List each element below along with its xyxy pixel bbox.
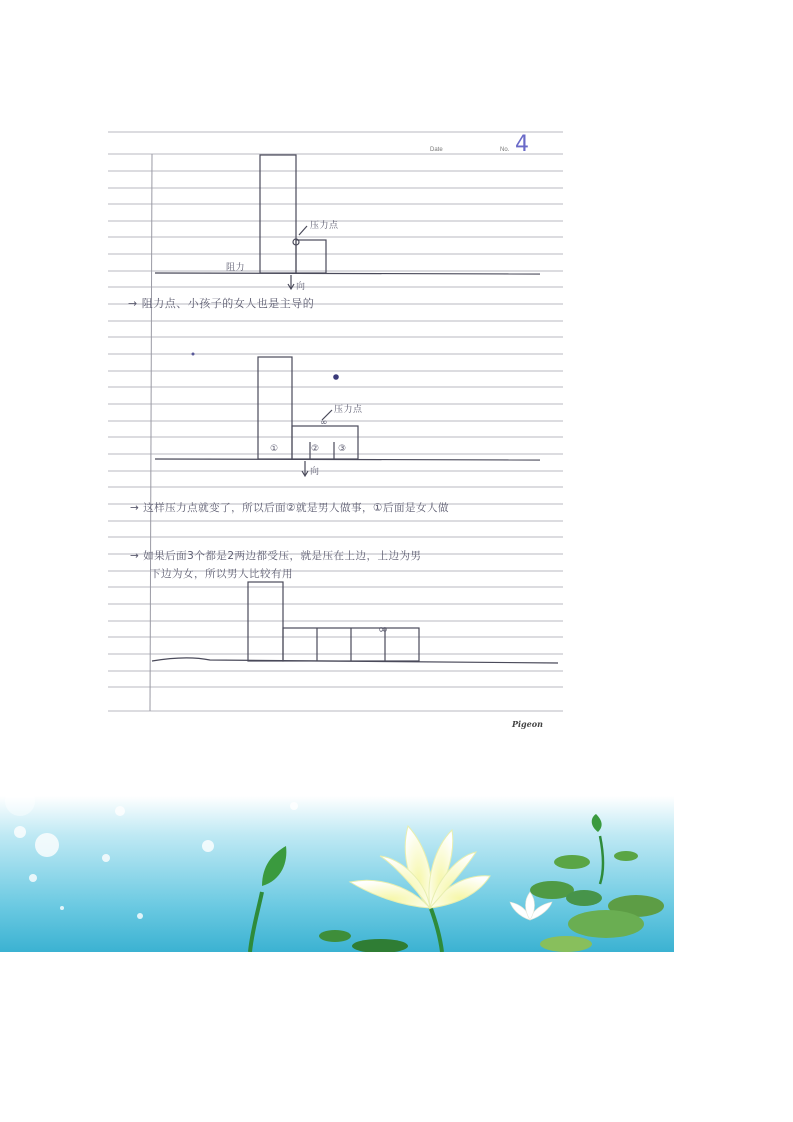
margin-line bbox=[150, 154, 152, 711]
diagram-1 bbox=[155, 155, 540, 289]
diagram-2 bbox=[155, 357, 540, 476]
diagram2-num-2: ② bbox=[311, 444, 320, 454]
notebook-page bbox=[100, 128, 565, 743]
diagram-3 bbox=[152, 582, 558, 663]
notebook-brand: Pigeon bbox=[512, 719, 543, 729]
diagram2-pressure-label: 压力点 bbox=[334, 405, 363, 415]
ink-dot-2 bbox=[192, 353, 195, 356]
diagram2-num-1: ① bbox=[270, 444, 279, 454]
diagram2-infinity-mark: ∞ bbox=[320, 418, 328, 428]
note-line-3b: 下边为女，所以男人比较有用 bbox=[150, 568, 293, 580]
diagram1-down-label: 向 bbox=[296, 282, 306, 292]
page-no-label: No. bbox=[500, 147, 510, 153]
page-number: 4 bbox=[515, 132, 529, 157]
note-line-1: → 阻力点、小孩子的女人也是主导的 bbox=[128, 297, 315, 310]
diagram2-num-3: ③ bbox=[338, 444, 347, 454]
date-label: Date bbox=[430, 147, 443, 153]
diagram3-infinity-mark: ∞ bbox=[378, 622, 389, 636]
lotus-illustration bbox=[0, 796, 674, 952]
diagram2-down-label: 向 bbox=[310, 467, 320, 477]
lotus-banner bbox=[0, 796, 674, 952]
diagram1-pressure-label: 压力点 bbox=[310, 221, 339, 231]
ink-dot-1 bbox=[333, 374, 339, 380]
note-line-3a: → 如果后面3个都是2两边都受压，就是压在上边，上边为男 bbox=[130, 550, 422, 562]
diagram1-left-label: 阻力 bbox=[226, 263, 246, 273]
note-line-2: → 这样压力点就变了，所以后面②就是男人做事，①后面是女人做 bbox=[130, 502, 449, 514]
